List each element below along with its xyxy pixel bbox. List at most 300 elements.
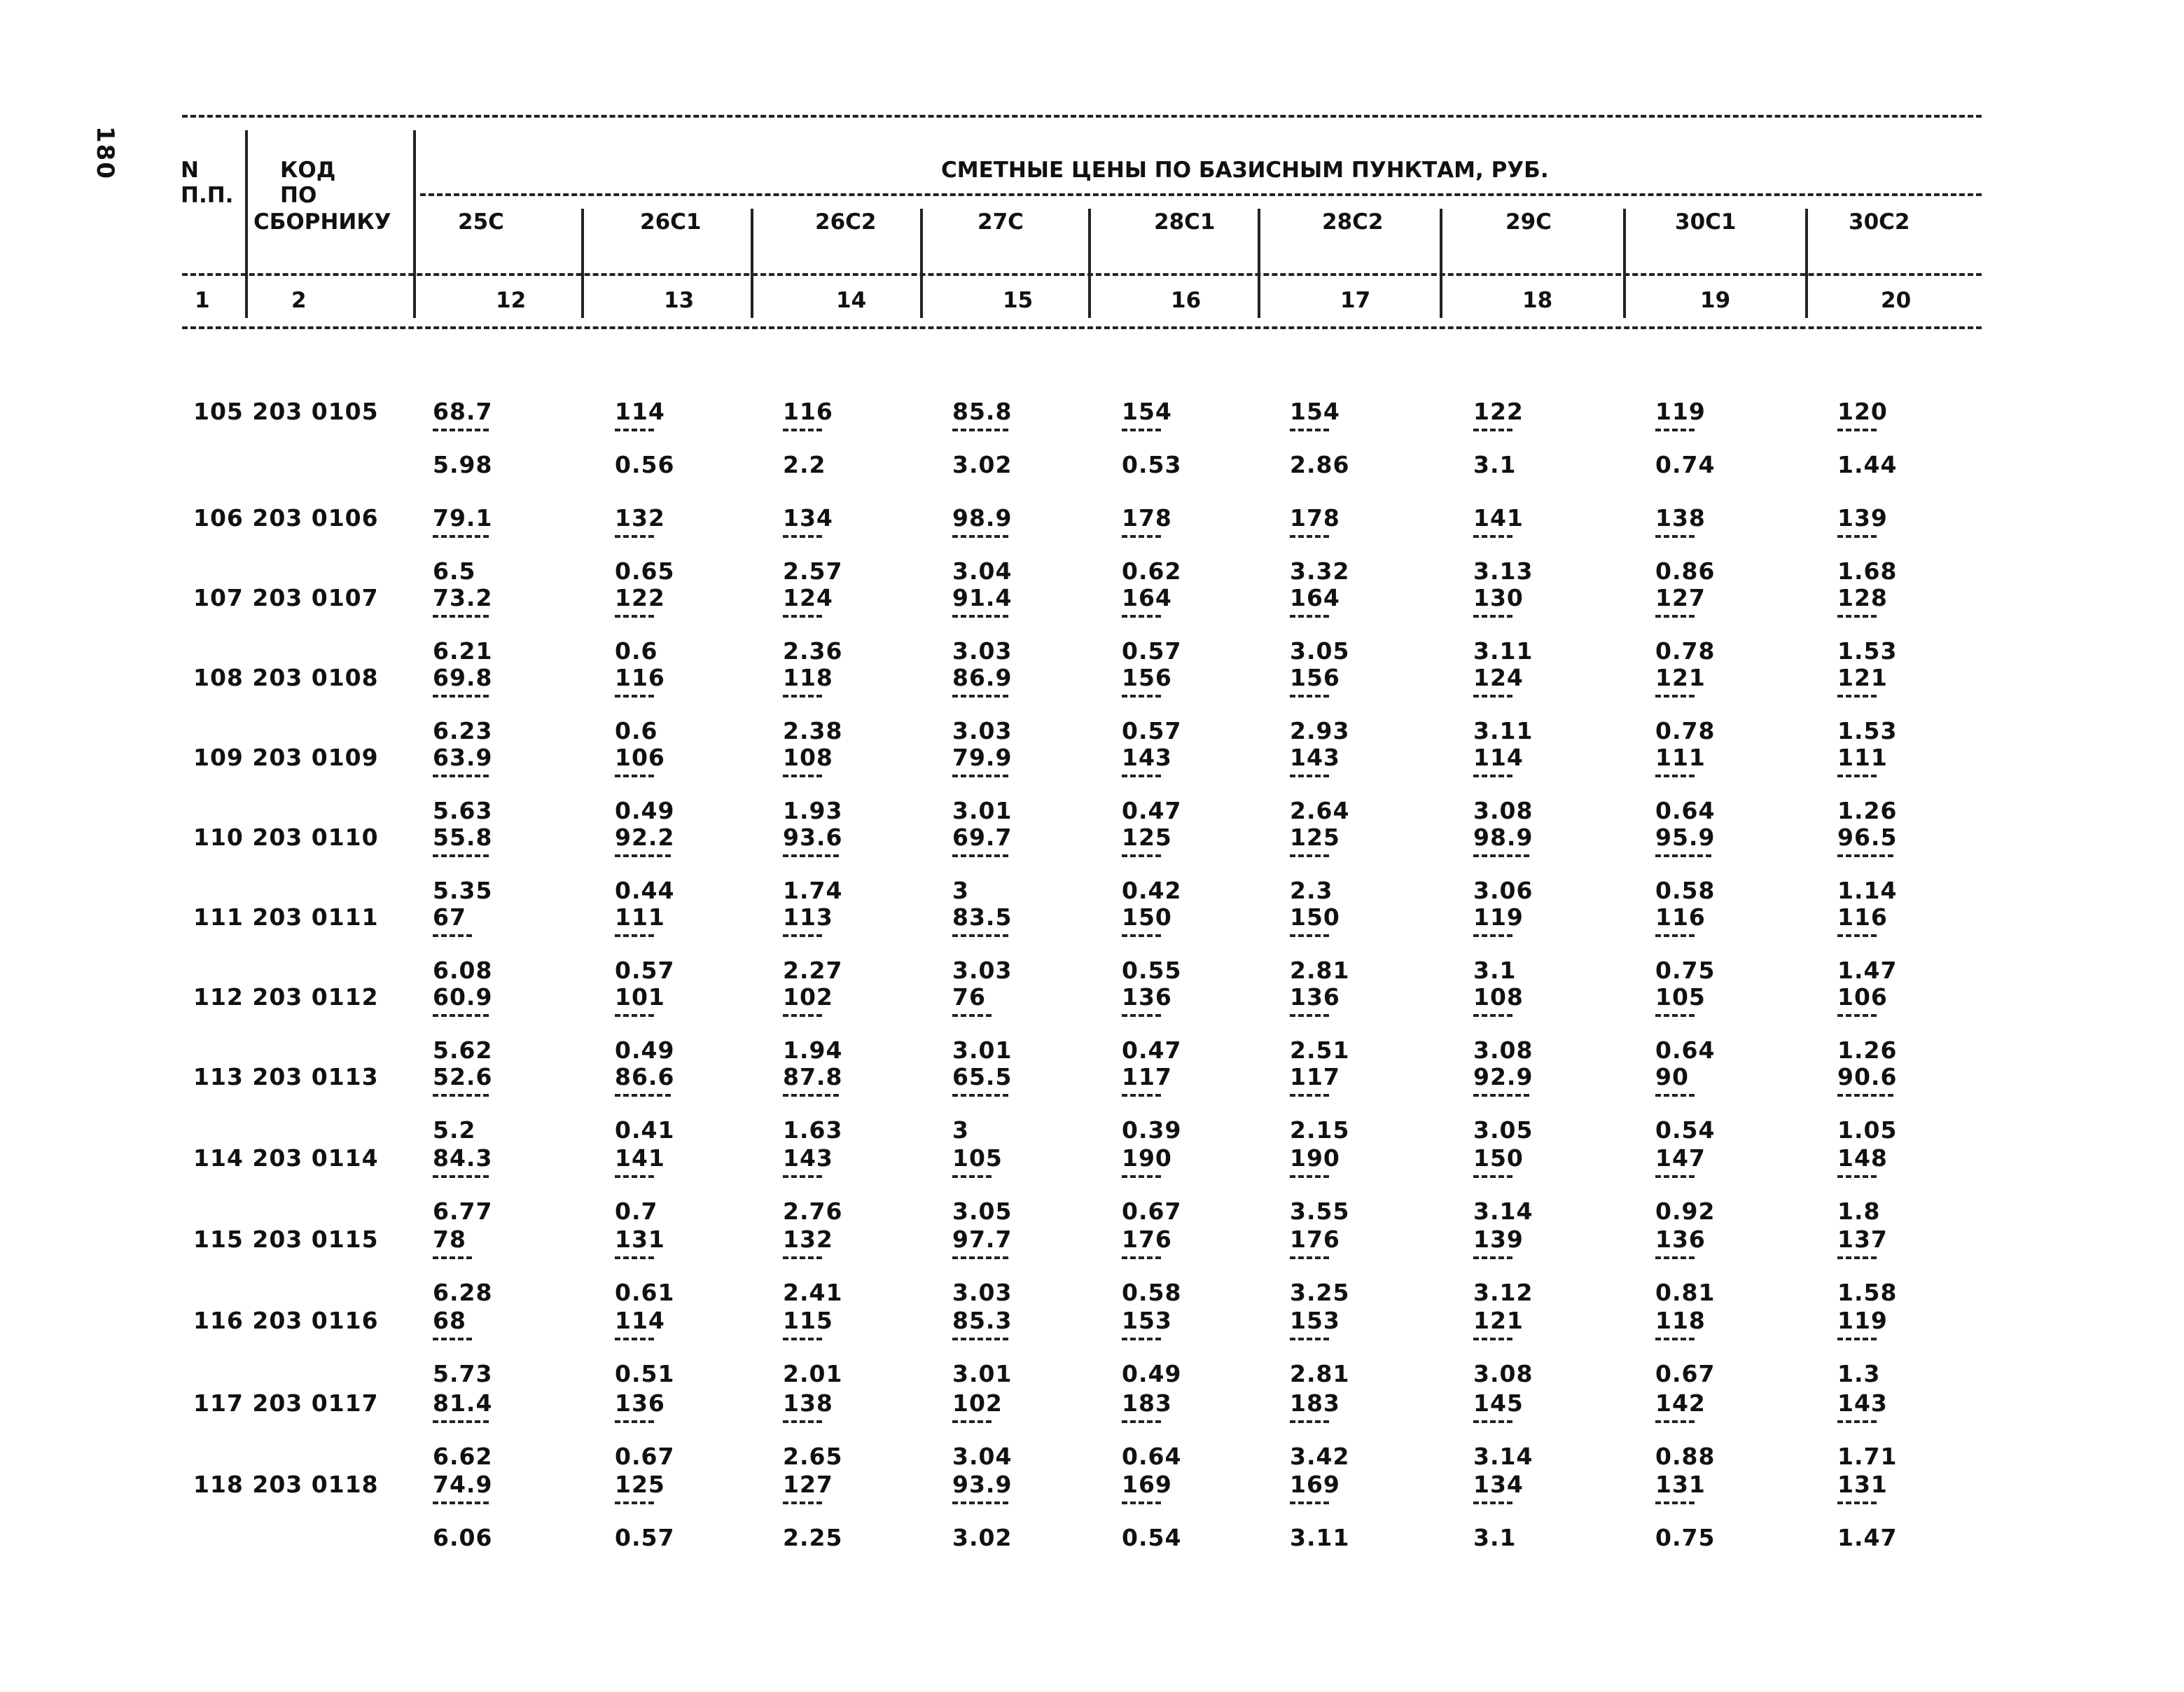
price-numerator: 131 <box>1837 1471 1888 1498</box>
price-denominator: 3.08 <box>1473 797 1533 824</box>
fraction-line <box>783 1502 822 1504</box>
row-label: 107 203 0107 <box>193 584 379 611</box>
price-numerator: 176 <box>1290 1226 1340 1253</box>
fraction-line <box>1655 1094 1695 1097</box>
price-numerator: 69.7 <box>952 824 1013 851</box>
header-divider <box>1088 209 1091 318</box>
fraction-line <box>1655 429 1695 431</box>
price-numerator: 183 <box>1290 1389 1340 1417</box>
fraction-line <box>433 775 489 777</box>
price-numerator: 106 <box>1837 983 1888 1011</box>
header-divider <box>581 209 584 318</box>
fraction-line <box>1122 615 1161 618</box>
header-colnum-19: 19 <box>1700 288 1731 313</box>
price-numerator: 169 <box>1290 1471 1340 1498</box>
row-label: 108 203 0108 <box>193 664 379 691</box>
price-numerator: 190 <box>1122 1144 1172 1172</box>
price-denominator: 3.11 <box>1290 1524 1350 1551</box>
price-denominator: 1.94 <box>783 1036 843 1064</box>
fraction-line <box>1122 1502 1161 1504</box>
price-numerator: 98.9 <box>1473 824 1533 851</box>
price-denominator: 0.81 <box>1655 1279 1716 1306</box>
fraction-line <box>1290 1338 1329 1340</box>
price-denominator: 1.26 <box>1837 797 1898 824</box>
price-denominator: 0.53 <box>1122 451 1182 478</box>
price-denominator: 0.67 <box>615 1443 675 1470</box>
price-denominator: 0.67 <box>1655 1360 1716 1387</box>
price-numerator: 92.9 <box>1473 1063 1533 1090</box>
fraction-line <box>1122 1256 1161 1259</box>
price-numerator: 154 <box>1290 398 1340 425</box>
header-divider <box>413 130 416 318</box>
price-numerator: 114 <box>1473 744 1524 771</box>
price-numerator: 115 <box>783 1307 833 1334</box>
fraction-line <box>615 854 671 857</box>
price-numerator: 102 <box>952 1389 1003 1417</box>
price-denominator: 6.77 <box>433 1198 493 1225</box>
price-numerator: 74.9 <box>433 1471 493 1498</box>
header-col-code: КОД <box>280 158 336 183</box>
fraction-line <box>433 1175 489 1178</box>
price-denominator: 0.75 <box>1655 1524 1716 1551</box>
price-denominator: 3.55 <box>1290 1198 1350 1225</box>
row-label: 106 203 0106 <box>193 504 379 532</box>
fraction-line <box>783 535 822 538</box>
price-denominator: 0.55 <box>1122 957 1182 984</box>
price-numerator: 141 <box>1473 504 1524 532</box>
price-denominator: 2.81 <box>1290 957 1350 984</box>
price-numerator: 138 <box>1655 504 1706 532</box>
row-label: 114 203 0114 <box>193 1144 379 1172</box>
fraction-line <box>952 1175 992 1178</box>
fraction-line <box>952 854 1008 857</box>
header-colnum-14: 14 <box>836 288 867 313</box>
price-denominator: 3.1 <box>1473 451 1517 478</box>
fraction-line <box>615 615 654 618</box>
price-denominator: 2.27 <box>783 957 843 984</box>
fraction-line <box>615 1175 654 1178</box>
price-denominator: 3.01 <box>952 797 1013 824</box>
fraction-line <box>433 695 489 698</box>
price-denominator: 0.65 <box>615 557 675 585</box>
header-top-rule <box>182 115 1982 118</box>
price-numerator: 141 <box>615 1144 665 1172</box>
price-numerator: 154 <box>1122 398 1172 425</box>
price-denominator: 3.03 <box>952 957 1013 984</box>
price-denominator: 3.11 <box>1473 717 1533 744</box>
fraction-line <box>952 1420 992 1423</box>
fraction-line <box>1655 1256 1695 1259</box>
price-numerator: 60.9 <box>433 983 493 1011</box>
price-numerator: 183 <box>1122 1389 1172 1417</box>
fraction-line <box>433 1338 472 1340</box>
price-numerator: 127 <box>783 1471 833 1498</box>
fraction-line <box>433 934 472 937</box>
price-denominator: 6.23 <box>433 717 493 744</box>
fraction-line <box>1655 1014 1695 1017</box>
row-label: 115 203 0115 <box>193 1226 379 1253</box>
price-denominator: 3.01 <box>952 1360 1013 1387</box>
header-divider <box>245 130 248 318</box>
price-denominator: 2.01 <box>783 1360 843 1387</box>
price-numerator: 101 <box>615 983 665 1011</box>
fraction-line <box>615 1094 671 1097</box>
price-numerator: 73.2 <box>433 584 493 611</box>
price-numerator: 105 <box>1655 983 1706 1011</box>
price-denominator: 0.44 <box>615 877 675 904</box>
fraction-line <box>952 1338 1008 1340</box>
price-numerator: 150 <box>1473 1144 1524 1172</box>
price-denominator: 1.58 <box>1837 1279 1898 1306</box>
fraction-line <box>783 934 822 937</box>
fraction-line <box>1122 535 1161 538</box>
row-label: 118 203 0118 <box>193 1471 379 1498</box>
fraction-line <box>1290 695 1329 698</box>
fraction-line <box>1122 429 1161 431</box>
price-denominator: 3.02 <box>952 1524 1013 1551</box>
fraction-line <box>952 429 1008 431</box>
fraction-line <box>433 1420 489 1423</box>
price-denominator: 0.51 <box>615 1360 675 1387</box>
price-denominator: 0.41 <box>615 1116 675 1144</box>
fraction-line <box>1837 1094 1893 1097</box>
price-numerator: 90.6 <box>1837 1063 1898 1090</box>
price-numerator: 143 <box>783 1144 833 1172</box>
price-numerator: 118 <box>783 664 833 691</box>
price-denominator: 2.57 <box>783 557 843 585</box>
price-denominator: 0.6 <box>615 637 658 665</box>
fraction-line <box>783 854 839 857</box>
row-label: 109 203 0109 <box>193 744 379 771</box>
fraction-line <box>1122 1338 1161 1340</box>
price-denominator: 0.78 <box>1655 717 1716 744</box>
fraction-line <box>1290 1175 1329 1178</box>
row-label: 112 203 0112 <box>193 983 379 1011</box>
price-denominator: 0.75 <box>1655 957 1716 984</box>
price-denominator: 2.65 <box>783 1443 843 1470</box>
fraction-line <box>1473 695 1512 698</box>
price-denominator: 3.03 <box>952 1279 1013 1306</box>
price-denominator: 2.51 <box>1290 1036 1350 1064</box>
price-denominator: 0.42 <box>1122 877 1182 904</box>
fraction-line <box>783 1094 839 1097</box>
fraction-line <box>1122 1014 1161 1017</box>
row-label: 113 203 0113 <box>193 1063 379 1090</box>
price-numerator: 138 <box>783 1389 833 1417</box>
price-denominator: 3.03 <box>952 717 1013 744</box>
fraction-line <box>1837 1256 1877 1259</box>
price-denominator: 0.54 <box>1655 1116 1716 1144</box>
price-denominator: 0.62 <box>1122 557 1182 585</box>
price-denominator: 5.62 <box>433 1036 493 1064</box>
fraction-line <box>1473 615 1512 618</box>
price-numerator: 108 <box>783 744 833 771</box>
fraction-line <box>1290 429 1329 431</box>
price-denominator: 5.35 <box>433 877 493 904</box>
fraction-line <box>615 1256 654 1259</box>
price-denominator: 6.06 <box>433 1524 493 1551</box>
price-numerator: 125 <box>1290 824 1340 851</box>
header-group-title: СМЕТНЫЕ ЦЕНЫ ПО БАЗИСНЫМ ПУНКТАМ, РУБ. <box>941 158 1549 183</box>
price-numerator: 153 <box>1290 1307 1340 1334</box>
fraction-line <box>952 695 1008 698</box>
price-denominator: 3.05 <box>1290 637 1350 665</box>
price-numerator: 136 <box>1122 983 1172 1011</box>
price-denominator: 5.63 <box>433 797 493 824</box>
price-numerator: 143 <box>1837 1389 1888 1417</box>
fraction-line <box>1473 1094 1529 1097</box>
fraction-line <box>1290 1420 1329 1423</box>
price-numerator: 91.4 <box>952 584 1013 611</box>
price-numerator: 81.4 <box>433 1389 493 1417</box>
fraction-line <box>615 429 654 431</box>
header-point-2: 26С1 <box>640 209 702 235</box>
fraction-line <box>1837 1502 1877 1504</box>
price-denominator: 1.53 <box>1837 637 1898 665</box>
price-denominator: 0.61 <box>615 1279 675 1306</box>
price-numerator: 122 <box>615 584 665 611</box>
price-denominator: 2.41 <box>783 1279 843 1306</box>
fraction-line <box>1655 1338 1695 1340</box>
price-numerator: 153 <box>1122 1307 1172 1334</box>
price-numerator: 122 <box>1473 398 1524 425</box>
price-denominator: 3.42 <box>1290 1443 1350 1470</box>
price-denominator: 0.49 <box>615 1036 675 1064</box>
price-denominator: 3.01 <box>952 1036 1013 1064</box>
header-point-4: 27С <box>978 209 1024 235</box>
price-denominator: 3.05 <box>1473 1116 1533 1144</box>
fraction-line <box>1473 775 1512 777</box>
fraction-line <box>1122 1420 1161 1423</box>
fraction-line <box>783 429 822 431</box>
header-colnum-12: 12 <box>496 288 527 313</box>
price-denominator: 3.13 <box>1473 557 1533 585</box>
price-denominator: 0.49 <box>1122 1360 1182 1387</box>
price-denominator: 3.12 <box>1473 1279 1533 1306</box>
price-numerator: 124 <box>783 584 833 611</box>
price-numerator: 145 <box>1473 1389 1524 1417</box>
fraction-line <box>1290 854 1329 857</box>
price-denominator: 0.56 <box>615 451 675 478</box>
header-col-code-line3: СБОРНИКУ <box>253 209 391 235</box>
price-denominator: 0.57 <box>615 1524 675 1551</box>
fraction-line <box>433 1014 489 1017</box>
header-divider <box>1805 209 1808 318</box>
price-denominator: 1.53 <box>1837 717 1898 744</box>
fraction-line <box>1122 1175 1161 1178</box>
header-col-n-line2: П.П. <box>181 183 234 208</box>
price-denominator: 2.15 <box>1290 1116 1350 1144</box>
price-numerator: 134 <box>1473 1471 1524 1498</box>
fraction-line <box>1837 429 1877 431</box>
fraction-line <box>952 535 1008 538</box>
price-numerator: 116 <box>783 398 833 425</box>
fraction-line <box>1837 1420 1877 1423</box>
price-numerator: 131 <box>1655 1471 1706 1498</box>
price-denominator: 3.04 <box>952 1443 1013 1470</box>
price-numerator: 169 <box>1122 1471 1172 1498</box>
fraction-line <box>1122 695 1161 698</box>
price-numerator: 86.9 <box>952 664 1013 691</box>
price-denominator: 0.58 <box>1655 877 1716 904</box>
price-numerator: 143 <box>1122 744 1172 771</box>
fraction-line <box>433 429 489 431</box>
price-denominator: 0.64 <box>1655 797 1716 824</box>
price-numerator: 79.9 <box>952 744 1013 771</box>
price-denominator: 3.08 <box>1473 1360 1533 1387</box>
price-numerator: 67 <box>433 903 466 931</box>
price-numerator: 119 <box>1473 903 1524 931</box>
price-denominator: 1.93 <box>783 797 843 824</box>
price-denominator: 1.63 <box>783 1116 843 1144</box>
price-denominator: 2.93 <box>1290 717 1350 744</box>
price-numerator: 83.5 <box>952 903 1013 931</box>
price-denominator: 3 <box>952 1116 969 1144</box>
fraction-line <box>1837 1175 1877 1178</box>
price-denominator: 0.7 <box>615 1198 658 1225</box>
fraction-line <box>783 695 822 698</box>
price-numerator: 93.9 <box>952 1471 1013 1498</box>
price-numerator: 119 <box>1655 398 1706 425</box>
fraction-line <box>1473 1014 1512 1017</box>
price-denominator: 0.67 <box>1122 1198 1182 1225</box>
price-numerator: 118 <box>1655 1307 1706 1334</box>
fraction-line <box>1290 1094 1329 1097</box>
fraction-line <box>1473 1338 1512 1340</box>
price-numerator: 106 <box>615 744 665 771</box>
price-numerator: 156 <box>1290 664 1340 691</box>
price-denominator: 0.92 <box>1655 1198 1716 1225</box>
row-label: 111 203 0111 <box>193 903 379 931</box>
fraction-line <box>1122 1094 1161 1097</box>
price-denominator: 2.76 <box>783 1198 843 1225</box>
price-numerator: 150 <box>1290 903 1340 931</box>
price-numerator: 85.8 <box>952 398 1013 425</box>
price-denominator: 2.81 <box>1290 1360 1350 1387</box>
price-denominator: 2.3 <box>1290 877 1333 904</box>
price-denominator: 0.88 <box>1655 1443 1716 1470</box>
price-denominator: 6.28 <box>433 1279 493 1306</box>
fraction-line <box>615 1338 654 1340</box>
price-numerator: 148 <box>1837 1144 1888 1172</box>
fraction-line <box>615 1014 654 1017</box>
fraction-line <box>615 775 654 777</box>
price-denominator: 3.04 <box>952 557 1013 585</box>
header-divider <box>920 209 923 318</box>
price-numerator: 136 <box>615 1389 665 1417</box>
fraction-line <box>783 1014 822 1017</box>
fraction-line <box>1473 934 1512 937</box>
price-numerator: 96.5 <box>1837 824 1898 851</box>
price-denominator: 1.68 <box>1837 557 1898 585</box>
price-numerator: 105 <box>952 1144 1003 1172</box>
price-numerator: 119 <box>1837 1307 1888 1334</box>
fraction-line <box>1473 854 1529 857</box>
price-denominator: 1.47 <box>1837 1524 1898 1551</box>
price-denominator: 0.6 <box>615 717 658 744</box>
fraction-line <box>783 775 822 777</box>
fraction-line <box>1473 1175 1512 1178</box>
price-denominator: 5.73 <box>433 1360 493 1387</box>
price-numerator: 69.8 <box>433 664 493 691</box>
price-denominator: 1.14 <box>1837 877 1898 904</box>
header-colnum-2: 2 <box>291 288 307 313</box>
price-denominator: 6.5 <box>433 557 476 585</box>
header-colnum-18: 18 <box>1522 288 1553 313</box>
price-denominator: 1.71 <box>1837 1443 1898 1470</box>
fraction-line <box>615 535 654 538</box>
price-numerator: 111 <box>1655 744 1706 771</box>
price-numerator: 132 <box>783 1226 833 1253</box>
price-numerator: 102 <box>783 983 833 1011</box>
price-denominator: 0.47 <box>1122 797 1182 824</box>
row-label: 110 203 0110 <box>193 824 379 851</box>
price-denominator: 3.02 <box>952 451 1013 478</box>
price-numerator: 55.8 <box>433 824 493 851</box>
price-numerator: 134 <box>783 504 833 532</box>
price-denominator: 0.39 <box>1122 1116 1182 1144</box>
price-denominator: 0.78 <box>1655 637 1716 665</box>
header-colnum-16: 16 <box>1171 288 1202 313</box>
fraction-line <box>1473 535 1512 538</box>
fraction-line <box>783 1175 822 1178</box>
fraction-line <box>1837 854 1893 857</box>
price-numerator: 139 <box>1837 504 1888 532</box>
price-denominator: 0.58 <box>1122 1279 1182 1306</box>
price-numerator: 117 <box>1122 1063 1172 1090</box>
row-label: 116 203 0116 <box>193 1307 379 1334</box>
fraction-line <box>433 1256 472 1259</box>
price-denominator: 0.86 <box>1655 557 1716 585</box>
price-numerator: 121 <box>1655 664 1706 691</box>
price-numerator: 178 <box>1122 504 1172 532</box>
fraction-line <box>1837 775 1877 777</box>
fraction-line <box>952 775 1008 777</box>
price-denominator: 1.05 <box>1837 1116 1898 1144</box>
fraction-line <box>1473 1256 1512 1259</box>
price-numerator: 131 <box>615 1226 665 1253</box>
fraction-line <box>433 1094 489 1097</box>
fraction-line <box>952 1256 1008 1259</box>
fraction-line <box>783 1338 822 1340</box>
fraction-line <box>615 1420 654 1423</box>
price-denominator: 3.32 <box>1290 557 1350 585</box>
price-numerator: 76 <box>952 983 986 1011</box>
price-numerator: 164 <box>1122 584 1172 611</box>
price-numerator: 92.2 <box>615 824 675 851</box>
fraction-line <box>952 934 1008 937</box>
fraction-line <box>952 615 1008 618</box>
price-numerator: 130 <box>1473 584 1524 611</box>
price-denominator: 6.62 <box>433 1443 493 1470</box>
price-denominator: 2.38 <box>783 717 843 744</box>
price-numerator: 114 <box>615 1307 665 1334</box>
price-denominator: 5.98 <box>433 451 493 478</box>
header-bottom-rule <box>182 326 1982 329</box>
price-numerator: 113 <box>783 903 833 931</box>
row-label: 117 203 0117 <box>193 1389 379 1417</box>
header-point-8: 30С1 <box>1675 209 1737 235</box>
header-divider <box>1440 209 1442 318</box>
price-numerator: 114 <box>615 398 665 425</box>
header-colnum-13: 13 <box>664 288 695 313</box>
price-numerator: 68.7 <box>433 398 493 425</box>
price-numerator: 127 <box>1655 584 1706 611</box>
price-denominator: 3.11 <box>1473 637 1533 665</box>
price-denominator: 3.08 <box>1473 1036 1533 1064</box>
fraction-line <box>615 934 654 937</box>
fraction-line <box>1655 1420 1695 1423</box>
